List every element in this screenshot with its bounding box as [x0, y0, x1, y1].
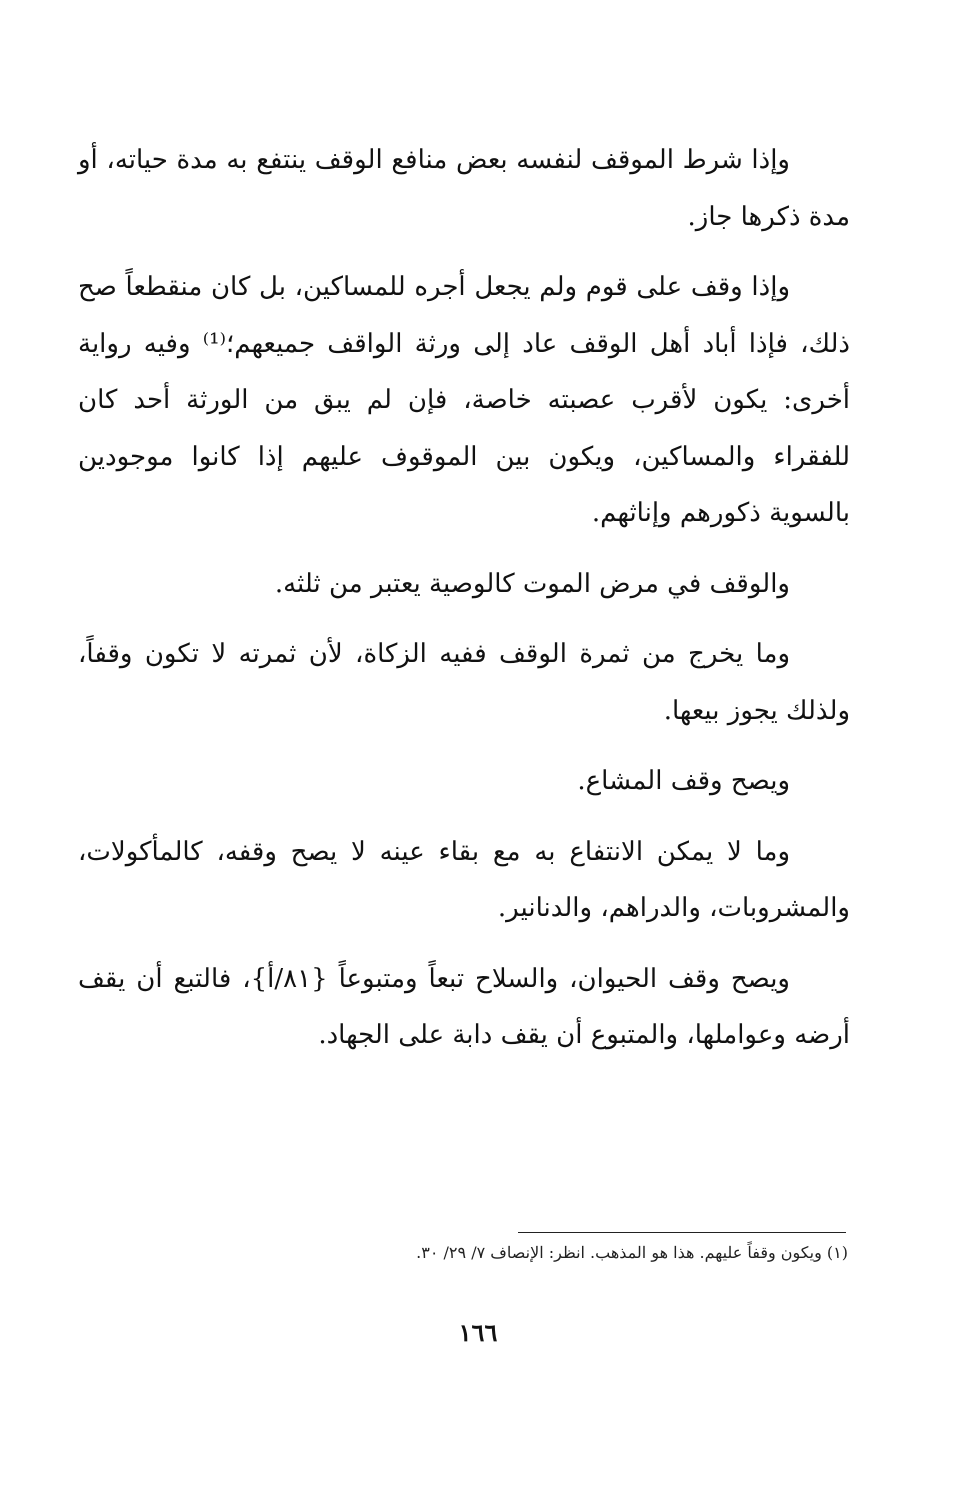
- paragraph-5: ويصح وقف المشاع.: [577, 766, 790, 796]
- paragraph-3: والوقف في مرض الموت كالوصية يعتبر من ثلثه.: [274, 568, 790, 599]
- paragraph-1: وإذا شرط الموقف لنفسه بعض منافع الوقف ينتفع به مدة حياته، أو مدة ذكرها جاز.: [78, 145, 850, 232]
- paragraph-7: ويصح وقف الحيوان، والسلاح تبعاً ومتبوعاً {٨١/أ}، فالتبع أن يقف أرضه وعواملها، والمتبوع أن يقف دابة على الجهاد.: [78, 963, 850, 1050]
- footnote-divider: [518, 1232, 846, 1233]
- footnote: (١) ويكون وقفاً عليهم. هذا هو المذهب. انظر: الإنصاف ٧/ ٢٩/ ٣٠.: [416, 1243, 848, 1262]
- paragraph-2: وإذا وقف على قوم ولم يجعل أجره للمساكين، بل كان منقطعاً صح ذلك، فإذا أباد أهل الوقف عاد إلى ورثة الواقف جميعهم؛⁽¹⁾ وفيه رواية أخرى: يكون لأقرب عصبته خاصة، فإن لم يبق من الورثة أحد كان للفقراء والمساكين، ويكون بين الموقوف عليهم إذا كانوا موجودين بالسوية ذكورهم وإناثهم.: [78, 272, 850, 528]
- page-number: ١٦٦: [458, 1318, 498, 1347]
- paragraph-4: وما يخرج من ثمرة الوقف ففيه الزكاة، لأن ثمرته لا تكون وقفاً، ولذلك يجوز بيعها.: [78, 639, 850, 726]
- main-text-block: [78, 132, 850, 1078]
- paragraph-6: وما لا يمكن الانتفاع به مع بقاء عينه لا يصح وقفه، كالمأكولات، والمشروبات، والدراهم، والدنانير.: [78, 836, 850, 923]
